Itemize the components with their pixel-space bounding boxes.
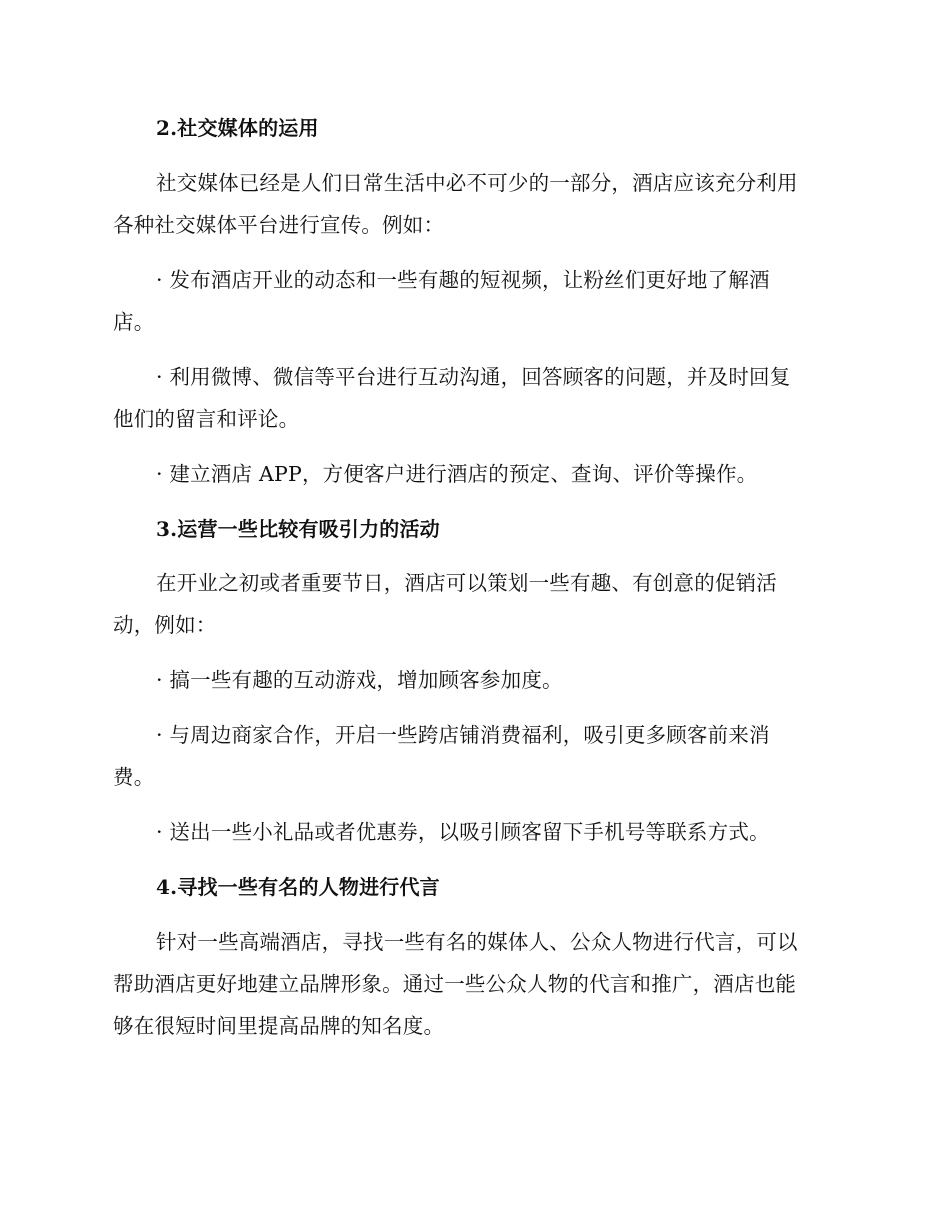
section-heading: 4.寻找一些有名的人物进行代言 xyxy=(156,875,440,899)
paragraph-line: 各种社交媒体平台进行宣传。例如： xyxy=(113,213,445,237)
paragraph-line: 社交媒体已经是人们日常生活中必不可少的一部分，酒店应该充分利用 xyxy=(156,171,798,195)
bullet-line: 店。 xyxy=(113,310,155,334)
paragraph-line: 帮助酒店更好地建立品牌形象。通过一些公众人物的代言和推广，酒店也能 xyxy=(113,972,797,996)
bullet-line: · 利用微博、微信等平台进行互动沟通，回答顾客的问题，并及时回复 xyxy=(156,365,791,389)
bullet-line: · 搞一些有趣的互动游戏，增加顾客参加度。 xyxy=(156,668,563,692)
paragraph-line: 针对一些高端酒店，寻找一些有名的媒体人、公众人物进行代言，可以 xyxy=(156,930,798,954)
section-heading: 2.社交媒体的运用 xyxy=(156,116,319,140)
bullet-line: · 发布酒店开业的动态和一些有趣的短视频，让粉丝们更好地了解酒 xyxy=(156,268,770,292)
paragraph-line: 动，例如： xyxy=(113,613,217,637)
bullet-line: · 与周边商家合作，开启一些跨店铺消费福利，吸引更多顾客前来消 xyxy=(156,723,770,747)
paragraph-line: 够在很短时间里提高品牌的知名度。 xyxy=(113,1014,445,1038)
bullet-line: · 建立酒店 APP，方便客户进行酒店的预定、查询、评价等操作。 xyxy=(156,462,758,486)
section-heading: 3.运营一些比较有吸引力的活动 xyxy=(156,517,440,541)
bullet-line: · 送出一些小礼品或者优惠券，以吸引顾客留下手机号等联系方式。 xyxy=(156,820,770,844)
paragraph-line: 在开业之初或者重要节日，酒店可以策划一些有趣、有创意的促销活 xyxy=(156,571,777,595)
bullet-line: 费。 xyxy=(113,765,155,789)
bullet-line: 他们的留言和评论。 xyxy=(113,407,300,431)
